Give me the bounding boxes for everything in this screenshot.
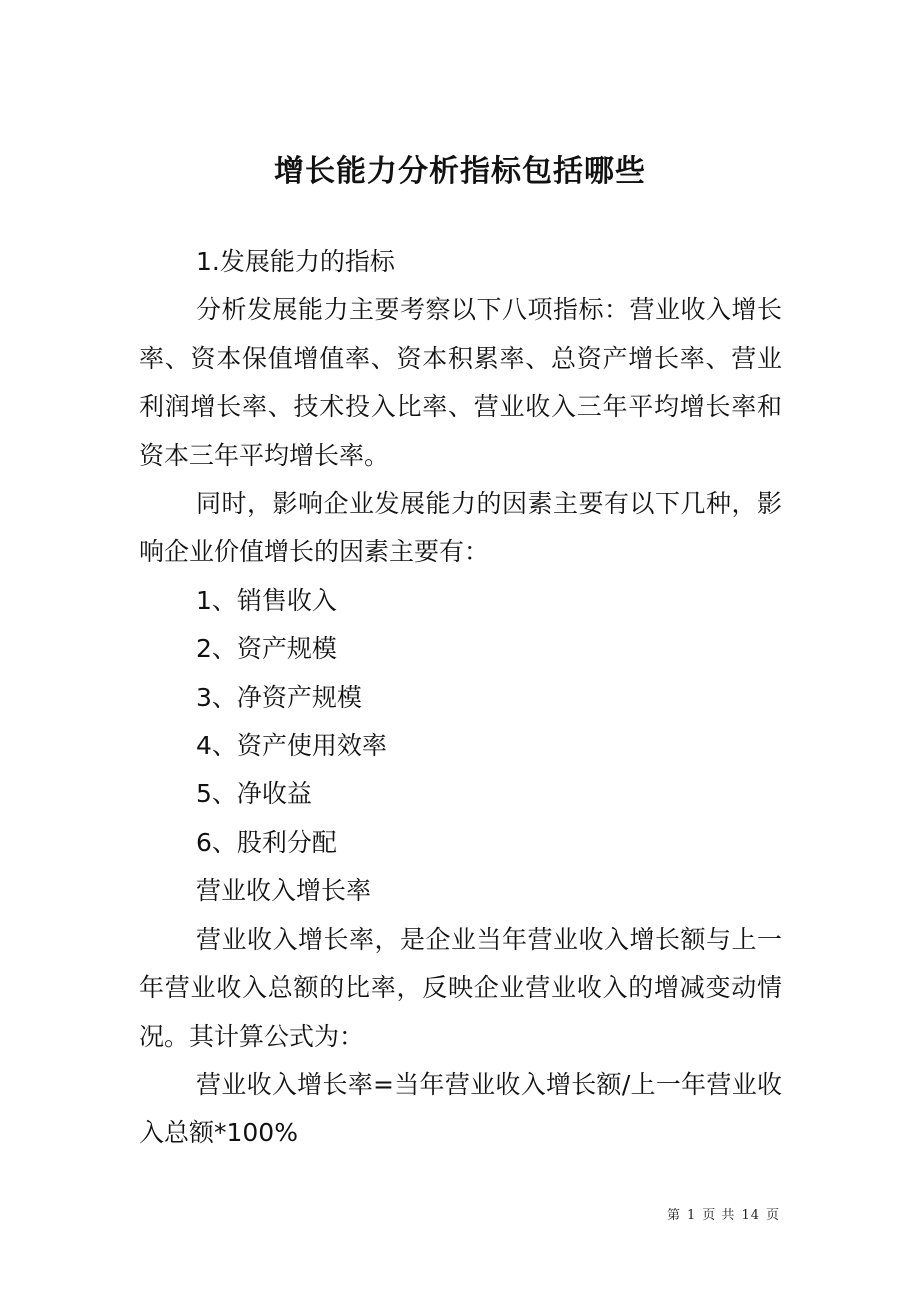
footer-total-pages: 14 [741,1208,760,1223]
list-item-net-asset-scale: 3、净资产规模 [196,682,362,712]
footer-prefix: 第 [667,1208,682,1223]
footer-middle: 页 共 [702,1208,736,1223]
document-title: 增长能力分析指标包括哪些 [274,154,646,190]
document-body [139,238,782,1158]
list-item-dividend: 6、股利分配 [196,827,337,857]
footer-suffix: 页 [765,1208,780,1223]
paragraph-eight-indicators: 分析发展能力主要考察以下八项指标：营业收入增长率、资本保值增值率、资本积累率、总资产增长率、营业利润增长率、技术投入比率、营业收入三年平均增长率和资本三年平均增长率。 [139,295,782,470]
paragraph-influencing-factors: 同时，影响企业发展能力的因素主要有以下几种，影响企业价值增长的因素主要有： [139,489,782,567]
page-footer [667,1206,780,1226]
section-heading-revenue-growth: 营业收入增长率 [196,876,372,906]
footer-current-page: 1 [687,1208,697,1223]
list-item-asset-scale: 2、资产规模 [196,634,337,664]
paragraph-revenue-growth-definition: 营业收入增长率，是企业当年营业收入增长额与上一年营业收入总额的比率，反映企业营业收入的增减变动情况。其计算公式为： [139,924,782,1051]
list-item-net-income: 5、净收益 [196,779,312,809]
list-item-sales-revenue: 1、销售收入 [196,585,337,615]
paragraph-revenue-growth-formula: 营业收入增长率=当年营业收入增长额/上一年营业收入总额*100% [139,1069,782,1148]
list-item-asset-efficiency: 4、资产使用效率 [196,731,387,761]
section-heading-development-indicators: 1.发展能力的指标 [196,247,395,276]
